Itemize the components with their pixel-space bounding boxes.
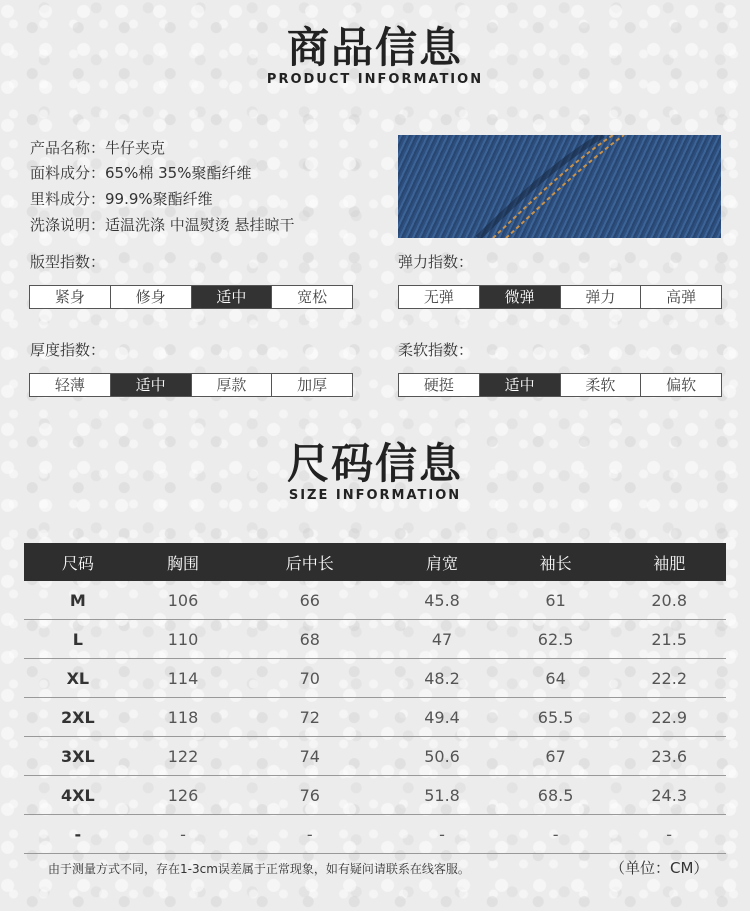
size-cell: 3XL <box>24 737 132 776</box>
wash-line: 洗涤说明：适温洗涤 中温熨烫 悬挂晾干 <box>30 216 295 234</box>
size-cell: L <box>24 620 132 659</box>
header-chest: 胸围 <box>132 543 235 581</box>
size-table <box>24 543 726 854</box>
thickness-option-medium: 适中 <box>111 374 192 396</box>
measurement-cell: 47 <box>385 620 499 659</box>
elasticity-option-slight: 微弹 <box>480 286 561 308</box>
product-info-title-en: PRODUCT INFORMATION <box>266 72 484 87</box>
size-info-title <box>0 440 750 504</box>
fabric-line: 面料成分：65%棉 35%聚酯纤维 <box>30 164 252 182</box>
measurement-cell: 24.3 <box>612 776 726 815</box>
thickness-option-thin: 轻薄 <box>30 374 111 396</box>
measurement-cell: - <box>612 815 726 854</box>
measurement-cell: - <box>385 815 499 854</box>
measurement-cell: 68.5 <box>499 776 613 815</box>
table-row <box>24 581 726 620</box>
elasticity-index-label: 弹力指数： <box>398 253 474 271</box>
unit-label: （单位：CM） <box>610 859 709 877</box>
elasticity-option-none: 无弹 <box>399 286 480 308</box>
measurement-cell: - <box>234 815 385 854</box>
size-cell: M <box>24 581 132 620</box>
measurement-cell: 23.6 <box>612 737 726 776</box>
softness-index-scale <box>398 373 722 397</box>
measurement-cell: 114 <box>132 659 235 698</box>
measurement-cell: 76 <box>234 776 385 815</box>
size-info-title-en: SIZE INFORMATION <box>288 488 462 503</box>
measurement-cell: 51.8 <box>385 776 499 815</box>
measurement-cell: 66 <box>234 581 385 620</box>
softness-option-medium: 适中 <box>480 374 561 396</box>
measurement-cell: 110 <box>132 620 235 659</box>
header-sleeve-length: 袖长 <box>499 543 613 581</box>
measurement-cell: 72 <box>234 698 385 737</box>
fit-option-slim: 修身 <box>111 286 192 308</box>
table-row <box>24 737 726 776</box>
measurement-cell: 67 <box>499 737 613 776</box>
table-row <box>24 698 726 737</box>
softness-option-stiff: 硬挺 <box>399 374 480 396</box>
header-size: 尺码 <box>24 543 132 581</box>
header-sleeve-width: 袖肥 <box>612 543 726 581</box>
measurement-cell: 20.8 <box>612 581 726 620</box>
measurement-cell: 74 <box>234 737 385 776</box>
softness-option-very-soft: 偏软 <box>666 376 697 394</box>
size-cell: 4XL <box>24 776 132 815</box>
product-info-title-cn: 商品信息 <box>286 23 463 72</box>
size-table-header <box>24 543 726 581</box>
measurement-cell: 68 <box>234 620 385 659</box>
measurement-cell: 22.2 <box>612 659 726 698</box>
thickness-index-scale <box>29 373 353 397</box>
fit-option-tight: 紧身 <box>30 286 111 308</box>
measurement-cell: - <box>132 815 235 854</box>
measurement-cell: 118 <box>132 698 235 737</box>
fit-option-loose: 宽松 <box>297 288 328 306</box>
thickness-option-extra-thick: 加厚 <box>297 376 328 394</box>
fit-index-scale <box>29 285 353 309</box>
denim-fabric-image <box>398 135 721 238</box>
measurement-cell: 126 <box>132 776 235 815</box>
measurement-cell: 49.4 <box>385 698 499 737</box>
table-row <box>24 620 726 659</box>
measurement-cell: 65.5 <box>499 698 613 737</box>
table-row <box>24 815 726 854</box>
product-name-line: 产品名称：牛仔夹克 <box>30 139 166 157</box>
elasticity-option-stretch: 弹力 <box>561 286 642 308</box>
measurement-cell: 22.9 <box>612 698 726 737</box>
thickness-option-thick: 厚款 <box>192 374 273 396</box>
softness-index-label: 柔软指数： <box>398 341 474 359</box>
measurement-cell: 70 <box>234 659 385 698</box>
measurement-cell: 106 <box>132 581 235 620</box>
measurement-note: 由于测量方式不同，存在1-3cm误差属于正常现象，如有疑问请联系在线客服。 <box>48 862 470 876</box>
thickness-index-label: 厚度指数： <box>30 341 106 359</box>
table-row <box>24 776 726 815</box>
size-cell: - <box>24 815 132 854</box>
measurement-cell: 122 <box>132 737 235 776</box>
size-cell: XL <box>24 659 132 698</box>
fit-option-regular: 适中 <box>192 286 273 308</box>
lining-line: 里料成分：99.9%聚酯纤维 <box>30 190 213 208</box>
measurement-cell: 48.2 <box>385 659 499 698</box>
product-info-title <box>0 24 750 88</box>
elasticity-option-high: 高弹 <box>666 288 697 306</box>
fit-index-label: 版型指数： <box>30 253 106 271</box>
size-info-title-cn: 尺码信息 <box>286 439 463 488</box>
header-back-length: 后中长 <box>234 543 385 581</box>
measurement-cell: - <box>499 815 613 854</box>
header-shoulder: 肩宽 <box>385 543 499 581</box>
measurement-cell: 45.8 <box>385 581 499 620</box>
size-cell: 2XL <box>24 698 132 737</box>
elasticity-index-scale <box>398 285 722 309</box>
softness-option-soft: 柔软 <box>561 374 642 396</box>
table-row <box>24 659 726 698</box>
measurement-cell: 50.6 <box>385 737 499 776</box>
measurement-cell: 61 <box>499 581 613 620</box>
measurement-cell: 21.5 <box>612 620 726 659</box>
measurement-cell: 64 <box>499 659 613 698</box>
measurement-cell: 62.5 <box>499 620 613 659</box>
